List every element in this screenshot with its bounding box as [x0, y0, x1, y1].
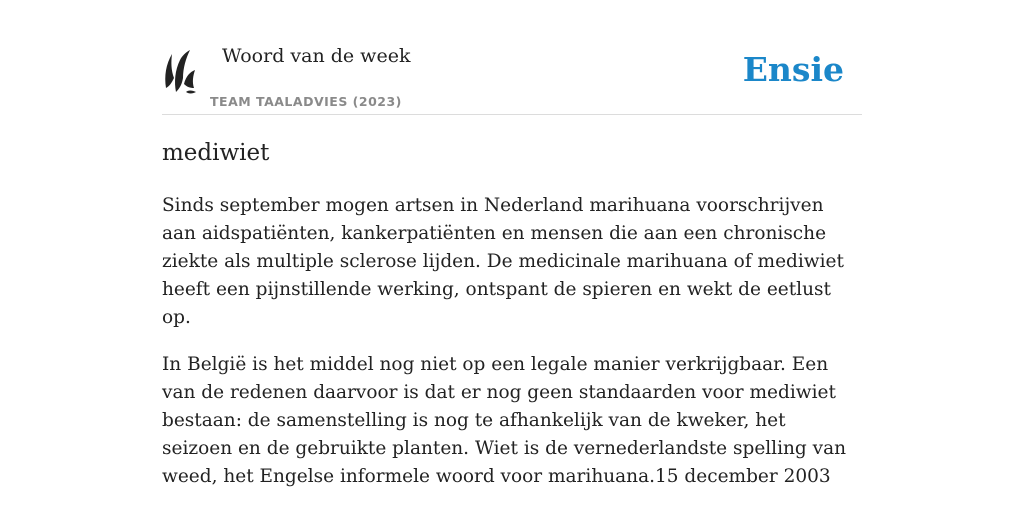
article-header [162, 40, 862, 115]
paragraph: Sinds september mogen artsen in Nederland marihuana voorschrijven aan aidspatiënten, kankerpatiënten en mensen die aan een chronische ziekte als multiple sclerose lijden. De medicinale marihuana of mediwiet heeft een pijnstillende werking, ontspant de spieren en wekt de eetlust op. [162, 195, 844, 328]
paragraph-text: In België is het middel nog niet op een legale manier verkrijgbaar. Een van de redenen daarvoor is dat er nog geen standaarden voor mediwiet bestaan: de samenstelling is nog te afhankelijk van de kweker, het seizoen en de gebruikte planten. Wiet is de vernederlandste spelling van weed, het Engelse informele woord voor marihuana. [162, 354, 847, 487]
ensie-brand-logo[interactable]: Ensie [742, 50, 844, 89]
page-title: mediwiet [162, 140, 270, 166]
article-body [162, 192, 852, 510]
publication-date: 15 december 2003 [655, 466, 831, 487]
author-byline: TEAM TAALADVIES (2023) [210, 94, 402, 109]
flemish-lion-logo-icon [162, 48, 198, 96]
paragraph [162, 351, 852, 491]
series-title: Woord van de week [222, 45, 411, 67]
